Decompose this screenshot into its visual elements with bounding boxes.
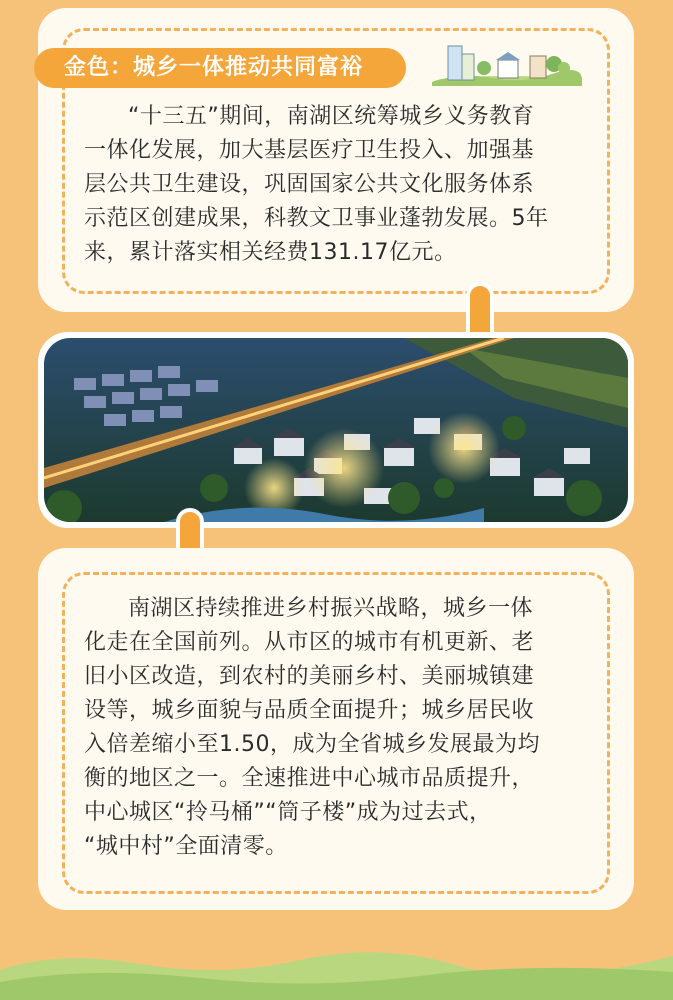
section1-line: 层公共卫生建设，巩固国家公共文化服务体系 xyxy=(84,172,535,197)
village-night-photo xyxy=(44,338,628,522)
section1-line: 一体化发展，加大基层医疗卫生投入、加强基 xyxy=(84,138,535,163)
town-illustration xyxy=(432,38,582,86)
section2-line: 设等，城乡面貌与品质全面提升；城乡居民收 xyxy=(84,698,535,723)
section1-paragraph xyxy=(84,100,604,270)
ground-wave-decoration xyxy=(0,930,673,1000)
section2-paragraph xyxy=(84,592,604,864)
section2-line: 中心城区“拎马桶”“筒子楼”成为过去式， xyxy=(84,800,492,825)
section2-line: 衡的地区之一。全速推进中心城市品质提升， xyxy=(84,766,535,791)
section-title-pill xyxy=(34,48,406,88)
section-title: 金色：城乡一体推动共同富裕 xyxy=(64,55,364,80)
section1-line: 来，累计落实相关经费131.17亿元。 xyxy=(84,240,457,265)
section2-line: 旧小区改造，到农村的美丽乡村、美丽城镇建 xyxy=(84,664,535,689)
section2-line: 南湖区持续推进乡村振兴战略，城乡一体 xyxy=(128,596,534,621)
section2-line: 入倍差缩小至1.50，成为全省城乡发展最为均 xyxy=(84,732,540,757)
section2-line: “城中村”全面清零。 xyxy=(84,834,288,859)
photo-frame xyxy=(38,332,634,528)
section1-line: 示范区创建成果，科教文卫事业蓬勃发展。5年 xyxy=(84,206,549,231)
section1-line: “十三五”期间，南湖区统筹城乡义务教育 xyxy=(128,104,535,129)
section2-line: 化走在全国前列。从市区的城市有机更新、老 xyxy=(84,630,535,655)
